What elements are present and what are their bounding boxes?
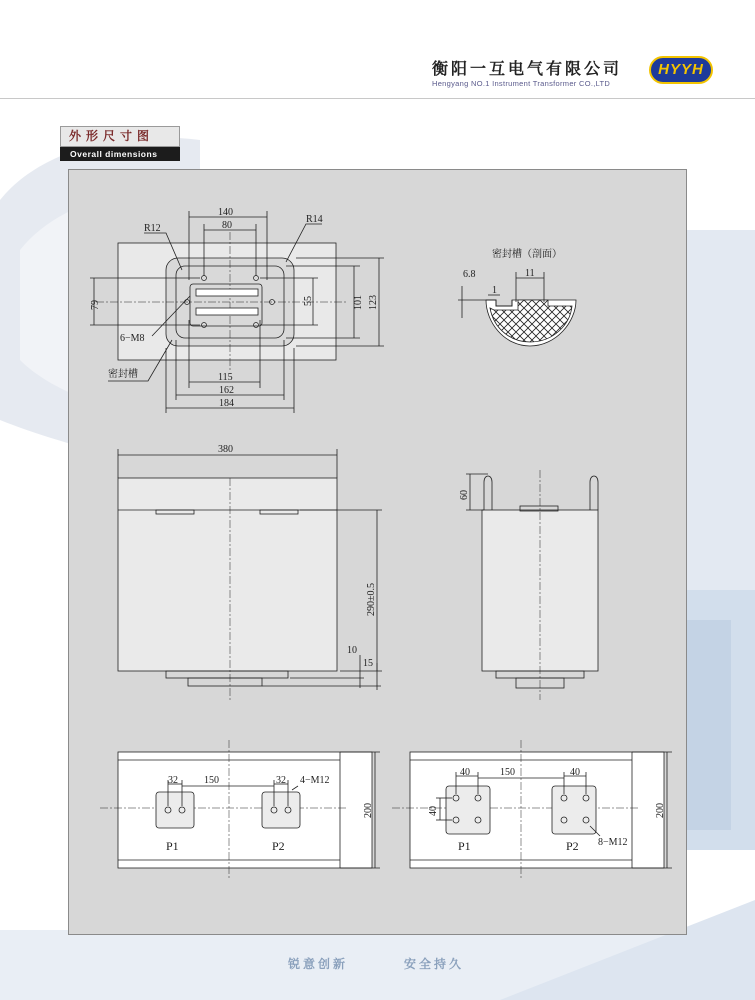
- side-view: [466, 470, 598, 700]
- dim-32-right: 32: [276, 775, 286, 786]
- front-view: [118, 449, 382, 700]
- dim-40-right: 40: [570, 767, 580, 778]
- label-4-m12: 4−M12: [300, 775, 330, 786]
- dim-55: 55: [303, 296, 314, 306]
- label-p2-right: P2: [566, 839, 579, 853]
- dim-101: 101: [353, 295, 364, 310]
- dim-1: 1: [492, 285, 497, 296]
- bottom-view-left: [100, 740, 380, 880]
- company-logo: HYYH: [649, 56, 713, 84]
- dim-140: 140: [218, 207, 233, 218]
- label-p1-left: P1: [166, 839, 179, 853]
- dim-380: 380: [218, 444, 233, 455]
- dim-150-right: 150: [500, 767, 515, 778]
- footer-slogan-left: 锐意创新: [288, 957, 349, 971]
- dim-184: 184: [219, 398, 234, 409]
- dim-123: 123: [368, 295, 379, 310]
- top-view: [90, 211, 384, 413]
- label-p2-left: P2: [272, 839, 285, 853]
- dim-10: 10: [347, 645, 357, 656]
- dim-40-left: 40: [460, 767, 470, 778]
- dim-6-8: 6.8: [463, 269, 476, 280]
- company-name-en: Hengyang NO.1 Instrument Transformer CO.,LTD: [432, 79, 611, 88]
- label-6-m8: 6−M8: [120, 333, 145, 344]
- label-p1-right: P1: [458, 839, 471, 853]
- label-8-m12: 8−M12: [598, 837, 628, 848]
- dim-11: 11: [525, 268, 535, 279]
- seal-section-view: [458, 272, 576, 346]
- dim-60: 60: [459, 490, 470, 500]
- label-r12: R12: [144, 223, 161, 234]
- dim-80: 80: [222, 220, 232, 231]
- label-r14: R14: [306, 214, 323, 225]
- label-seal-groove: 密封槽: [108, 369, 138, 380]
- dim-150-left: 150: [204, 775, 219, 786]
- dim-32-left: 32: [168, 775, 178, 786]
- dim-290: 290±0.5: [366, 583, 377, 616]
- dim-15: 15: [363, 658, 373, 669]
- dim-200-right: 200: [655, 803, 666, 818]
- footer-slogan-right: 安全持久: [404, 957, 465, 971]
- company-name-cn: 衡阳一互电气有限公司: [432, 59, 623, 78]
- dim-79: 79: [90, 300, 101, 310]
- dim-40-vertical: 40: [428, 806, 439, 816]
- section-title-en: Overall dimensions: [60, 147, 180, 161]
- seal-section-title: 密封槽（剖面）: [492, 249, 562, 260]
- dim-115: 115: [218, 372, 233, 383]
- dim-200-left: 200: [363, 803, 374, 818]
- section-title-cn: 外形尺寸图: [60, 126, 180, 147]
- dim-162: 162: [219, 385, 234, 396]
